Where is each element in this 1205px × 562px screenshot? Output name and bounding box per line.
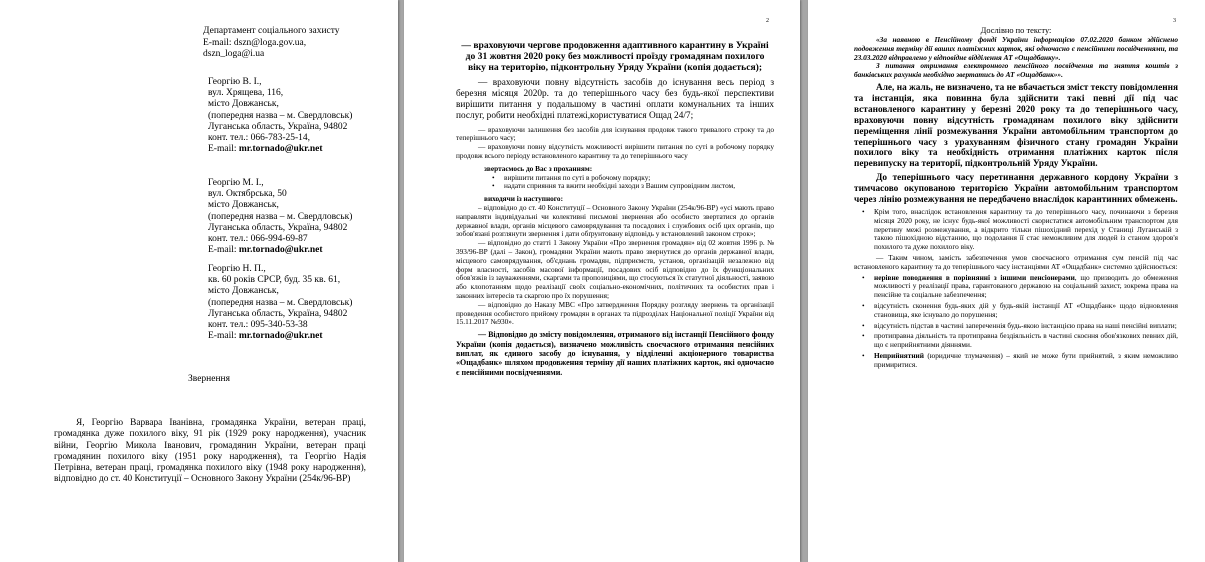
recipient-email-1[interactable]: E-mail: dszn@loga.gov.ua, (203, 37, 307, 48)
list-item-text: відсутність підстав в частині запереченнія будь-якою інстанцією права на наші пенсійні виплати; (874, 320, 1177, 330)
bullet-icon: • (862, 300, 865, 310)
sender-email-line (208, 245, 352, 256)
quarantine-paragraph: — враховуючи чергове продовження адаптивного карантину в Україні до 31 жовтня 2020 року без можливості проїзду громадянам похилого віку на територію, підконтрольну Уряду України (копія додається); (461, 40, 769, 74)
sender-name: Георгію М. І., (208, 178, 264, 188)
sender-city: місто Довжанськ, (208, 200, 279, 211)
no-means-paragraph: — враховуючи повну відсутність засобів до існування весь період з березня місяця 2020р. та до теперішнього часу без будь-якої перспективи вирішити питання у подальшому в частині оплати комунальних та інших послуг, робити необхідні платежі,користуватися Ощад 24/7; (456, 77, 774, 121)
list-item (854, 322, 1178, 331)
list-item-text: відсутність сконення будь-яких дій у будь-якій інстанції АТ «Ощадбанк» щодо відновлення становища, яке існувало до порушення; (874, 300, 1178, 319)
sender-region: Луганська область, Україна, 94802 (208, 308, 348, 319)
sender-city: місто Довжанськ, (208, 286, 279, 297)
paragraph: — відповідно до статті 1 Закону України «Про звернення громадян» від 02 жовтня 1996 р. № 393/96-ВР (далі – Закон), громадяни України мають право звернутися до органів державної влади, місцевого самоврядування, об'єднань громадян, підприємств, установ, організацій незалежно від форм власності, засобів масової інформації, посадових осіб відповідно до їх функціональних обов'язків із зауваженнями, скаргами та пропозиціями, що стосуються їх статутної діяльності, заявою або клопотанням щодо реалізації своїх соціально-економічних, політичних та особистих прав і законних інтересів та скаргою про їх порушення; (456, 238, 774, 300)
page-number: 2 (766, 18, 769, 24)
list-item-text: протиправна діяльність та протиправна бездіяльність в частині скоєння обов'язкових певних дій, що є неприйнятними діяннями. (874, 331, 1178, 350)
bullet-icon: • (862, 331, 865, 341)
request-text: надати сприяння та вжити необхідні заходи з Вашим супровідним листом, (504, 181, 736, 191)
document-page-2 (404, 0, 800, 562)
document-page-3 (808, 0, 1205, 562)
list-item (854, 208, 1178, 252)
sender-email-line (208, 144, 352, 155)
appeal-body: Я, Георгію Варвара Іванівна, громадянка України, ветеран праці, громадянка дуже похилого віку, 91 рік (1929 року народження), учасник війни, Георгію Микола Іванович, громадянин України, ветеран праці громадянин похилого віку (1951 року народження), та Георгію Надія Петрівна, ветеран праці, громадянка похилого віку (1948 року народження), відповідно до ст. 40 Конституції – Основного Закону України (254к/96-ВР) (54, 418, 366, 485)
sender-email[interactable]: mr.tornado@ukr.net (238, 331, 323, 342)
paragraph: — Таким чином, замість забезпечення умов своєчасного отримання сум пенсій під час встановленого карантину та до теперішнього часу інстанціями АТ «Ощадбанк» системно здійснюється: (854, 252, 1178, 271)
list-item (854, 332, 1178, 350)
appeal-title: Звернення (188, 374, 230, 384)
sender-email[interactable]: mr.tornado@ukr.net (238, 144, 323, 155)
sender-name: Георгію В. І., (208, 77, 262, 87)
quote-intro: Дослівно по тексту: (980, 26, 1052, 35)
list-item (854, 274, 1178, 300)
sender-street: вул. Хрящева, 116, (208, 88, 284, 99)
page-number: 3 (1173, 18, 1176, 24)
list-item (854, 302, 1178, 320)
bullet-icon: • (862, 350, 865, 360)
sender-phone: конт. тел.: 095-340-53-38 (208, 320, 308, 331)
email-prefix: E-mail: (208, 144, 239, 155)
bullet-icon: • (862, 206, 865, 216)
paragraph: – відповідно до ст. 40 Конституції – Основного Закону України (254к/96-ВР) «усі мають право направляти індивідуальні чи колективні письмові звернення або особисто звертатися до органів державної влади, органів місцевого самоврядування та посадових і службових осіб цих органів, що зобов'язані розглянути звернення і дати обґрунтовану відповідь у встановлений законом строк»; (456, 202, 774, 239)
bullet-icon: • (862, 272, 865, 282)
sender-name: Георгію Н. П., (208, 264, 266, 274)
basis-heading: виходячи із наступного: (484, 194, 564, 204)
recipient-header (203, 26, 340, 61)
sender-block-2 (208, 178, 352, 256)
list-item-bold: нерівне поводження в порівнянні з іншими пенсіонерами (874, 272, 1075, 282)
request-item (456, 182, 774, 191)
sender-former-name: (попередня назва – м. Свердловськ) (208, 297, 353, 308)
sender-city: місто Довжанськ, (208, 99, 279, 110)
page-2-text (456, 40, 774, 377)
email-prefix: E-mail: (208, 245, 239, 256)
sender-email[interactable]: mr.tornado@ukr.net (238, 245, 323, 256)
paragraph: До теперішнього часу перетинання державного кордону України з тимчасово окупованою територією України автомобільним транспортом через лінію розмежування не передбачено внаслідок карантинних обмежень. (854, 173, 1178, 206)
definition-text: (юридичне тлумачення) – який не може бути прийнятий, з яким неможливо примиритися. (874, 350, 1178, 369)
sender-former-name: (попередня назва – м. Свердловськ) (208, 110, 353, 121)
recipient-email-2[interactable]: dszn_loga@i.ua (203, 49, 265, 60)
sender-block-1 (208, 77, 352, 155)
sender-block-3 (208, 264, 352, 342)
paragraph: Але, на жаль, не визначено, та не вбачається зміст тексту повідомлення та інстанція, яка повинна була здійснити такі певні дії під час встановленого карантину у березні 2020 року та до теперішнього часу, враховуючи повну відсутність громадянам похилого віку здійснити переміщення лінії розмежування України автомобільним транспортом до теперішнього часу з урахуванням фізичного стану громадян України похилого віку та необхідність отримання платіжних карток після перевипуску на території, підконтрольній Уряду України. (854, 82, 1178, 170)
sender-email-line (208, 331, 352, 342)
bullet-icon: • (492, 172, 495, 182)
document-page-1 (0, 0, 398, 562)
page-3-text (854, 26, 1178, 370)
pension-fund-paragraph: — Відповідно до змісту повідомлення, отриманого від інстанції Пенсійного фонду України (копія додається), визначено можливість своєчасного отримання пенсійних виплат, як єдиного засобу до існування, у відділенні акціонерного товариства «Ощадбанк» шляхом продовження терміну дії наших платіжних карток, які одночасно є пенсійними посвідченнями. (456, 330, 774, 377)
recipient-org: Департамент соціального захисту (203, 26, 340, 36)
sender-phone: конт. тел.: 066-783-25-14, (208, 133, 311, 144)
email-prefix: E-mail: (208, 331, 239, 342)
paragraph: — враховуючи повну відсутність можливості вирішити питання по суті в робочому порядку продовж всього періоду встановленого карантину та до теперішнього часу (456, 142, 774, 160)
bullet-icon: • (862, 320, 865, 330)
sender-region: Луганська область, Україна, 94802 (208, 121, 348, 132)
quote-text: З питання отримання електронного пенсійного посвідчення та зняття коштів з банківських рахунків необхідно звертатись до АТ «Ощадбанк»». (854, 61, 1178, 80)
list-item-text: , що призводить до обмеження можливості у реалізації права, гарантованого державою на соціальний захист, зокрема права на пенсійне та соціальне забезпечення; (874, 272, 1178, 300)
paragraph: — відповідно до Наказу МВС «Про затвердження Порядку розгляду звернень та організації проведення особистого прийому громадян в органах та підрозділах Національної поліції України від 15.11.2017 №930». (456, 299, 774, 327)
definition-term: Неприйнятний (874, 350, 924, 360)
paragraph: — враховуючи залишення без засобів для існування продовж такого тривалого строку та до теперішнього часу; (456, 124, 774, 143)
sender-region: Луганська область, Україна, 94802 (208, 222, 348, 233)
bullet-icon: • (492, 181, 495, 191)
list-item-text: Крім того, внаслідок встановлення карантину та до теперішнього часу, починаючи з березня місяця 2020 року, не існує будь-якої можливості скористатися автомобільним транспортом для перетину межі розмежування, а відкрито тільки пішохідний перехід у Станиці Луганській з такою пішохідною відстанню, що подолання її стає неможливим для людей із станом здоров'я похилого та дуже похилого віку. (874, 206, 1178, 252)
quote-text: «За наявною в Пенсійному фонді України інформацією 07.02.2020 банком здійснено подовження терміну дії ваших платіжних карток, які одночасно є пенсійними посвідченнями, та 23.03.2020 відправлено у відповідне відділення АТ «Ощадбанку». (854, 35, 1178, 62)
request-text: вирішити питання по суті в робочому порядку; (504, 172, 651, 182)
sender-street: вул. Октябрська, 50 (208, 189, 287, 200)
list-item (854, 352, 1178, 370)
request-heading: звертаємось до Вас з проханням: (484, 163, 593, 173)
sender-former-name: (попередня назва – м. Свердловськ) (208, 211, 353, 222)
sender-street: кв. 60 років СРСР, буд. 35 кв. 61, (208, 275, 341, 286)
sender-phone: конт. тел.: 066-994-69-87 (208, 234, 308, 245)
